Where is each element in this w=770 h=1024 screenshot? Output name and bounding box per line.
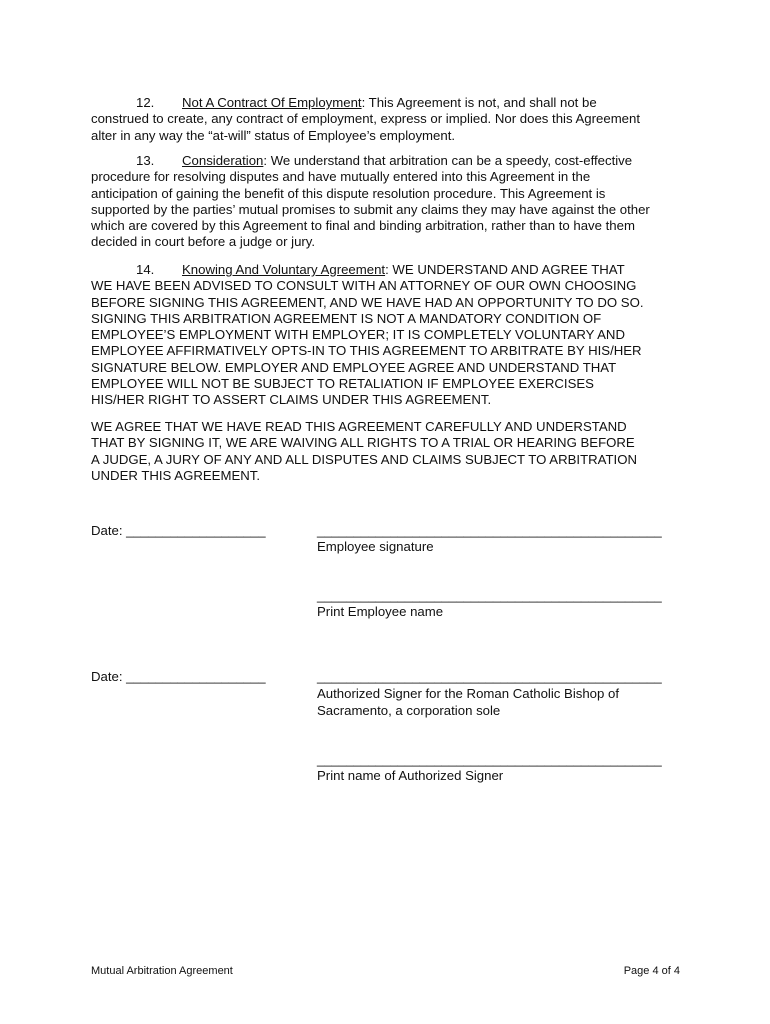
- section-line: construed to create, any contract of employment, express or implied. Nor does this Agreement: [91, 111, 641, 127]
- section-heading: Not A Contract Of Employment: [182, 95, 362, 110]
- section-14-first-line: [91, 262, 681, 278]
- section-13: [91, 153, 681, 251]
- acknowledgment-line: WE AGREE THAT WE HAVE READ THIS AGREEMENT CAREFULLY AND UNDERSTAND: [91, 419, 627, 434]
- section-line: EMPLOYEE AFFIRMATIVELY OPTS-IN TO THIS AGREEMENT TO ARBITRATE BY HIS/HER: [91, 343, 642, 359]
- acknowledgment-line: A JUDGE, A JURY OF ANY AND ALL DISPUTES AND CLAIMS SUBJECT TO ARBITRATION: [91, 451, 637, 467]
- section-line: alter in any way the “at-will” status of Employee’s employment.: [91, 127, 456, 143]
- section-line: BEFORE SIGNING THIS AGREEMENT, AND WE HAVE HAD AN OPPORTUNITY TO DO SO.: [91, 294, 644, 310]
- section-number: 12.: [136, 95, 155, 110]
- authorized-signer-label: Authorized Signer for the Roman Catholic Bishop of: [317, 686, 620, 701]
- section-text: : We understand that arbitration can be a speedy, cost-effective: [263, 153, 633, 168]
- section-line: SIGNATURE BELOW. EMPLOYER AND EMPLOYEE AGREE AND UNDERSTAND THAT: [91, 359, 617, 375]
- section-line: procedure for resolving disputes and have mutually entered into this Agreement in the: [91, 169, 591, 185]
- section-line: EMPLOYEE’S EMPLOYMENT WITH EMPLOYER; IT IS COMPLETELY VOLUNTARY AND: [91, 327, 625, 343]
- section-heading: Knowing And Voluntary Agreement: [182, 262, 386, 277]
- section-line: supported by the parties’ mutual promises to submit any claims they may have against the other: [91, 201, 650, 217]
- section-13-first-line: [91, 153, 681, 169]
- section-line: WE HAVE BEEN ADVISED TO CONSULT WITH AN ATTORNEY OF OUR OWN CHOOSING: [91, 278, 637, 294]
- section-text: : This Agreement is not, and shall not be: [361, 95, 597, 110]
- section-line: which are covered by this Agreement to final and binding arbitration, rather than to have them: [91, 218, 635, 234]
- section-line: HIS/HER RIGHT TO ASSERT CLAIMS UNDER THIS AGREEMENT.: [91, 392, 492, 408]
- acknowledgment-line: THAT BY SIGNING IT, WE ARE WAIVING ALL RIGHTS TO A TRIAL OR HEARING BEFORE: [91, 435, 635, 451]
- section-heading: Consideration: [182, 153, 264, 168]
- section-number: 13.: [136, 153, 155, 168]
- footer-title: Mutual Arbitration Agreement: [91, 965, 233, 977]
- employee-signature-line: _______________________________________________: [317, 523, 662, 538]
- page-number: Page 4 of 4: [623, 965, 680, 977]
- section-line: anticipation of gaining the benefit of this dispute resolution procedure. This Agreement is: [91, 185, 606, 201]
- employee-date-field: Date: ___________________: [91, 523, 266, 538]
- section-line: SIGNING THIS ARBITRATION AGREEMENT IS NOT A MANDATORY CONDITION OF: [91, 310, 602, 326]
- authorized-signer-line: _______________________________________________: [317, 669, 662, 684]
- employee-name-label: Print Employee name: [317, 604, 444, 619]
- section-14: [91, 262, 681, 409]
- section-12-first-line: [91, 95, 681, 111]
- section-text: : WE UNDERSTAND AND AGREE THAT: [385, 262, 625, 277]
- authorized-signer-label-2: Sacramento, a corporation sole: [317, 703, 501, 718]
- employee-name-line: _______________________________________________: [317, 588, 662, 603]
- section-12: [91, 95, 681, 144]
- employee-signature-label: Employee signature: [317, 539, 434, 554]
- section-number: 14.: [136, 262, 155, 277]
- authorized-name-label: Print name of Authorized Signer: [317, 768, 504, 783]
- authorized-name-line: _______________________________________________: [317, 752, 662, 767]
- section-line: EMPLOYEE WILL NOT BE SUBJECT TO RETALIATION IF EMPLOYEE EXERCISES: [91, 376, 594, 392]
- employer-date-field: Date: ___________________: [91, 669, 266, 684]
- acknowledgment-paragraph: [91, 419, 681, 484]
- acknowledgment-line: UNDER THIS AGREEMENT.: [91, 467, 261, 483]
- section-line: decided in court before a judge or jury.: [91, 234, 316, 250]
